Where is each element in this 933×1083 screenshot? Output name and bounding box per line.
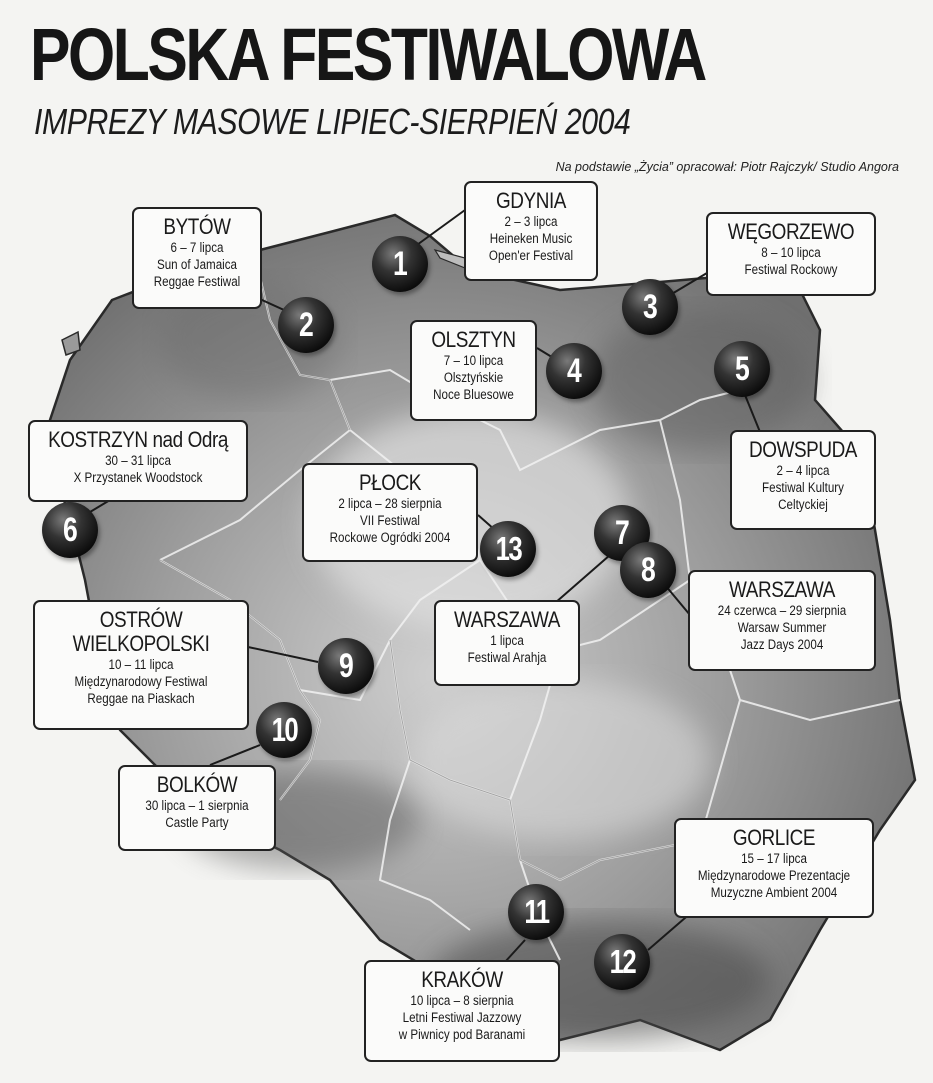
- festival-dates: 1 lipca: [490, 633, 524, 648]
- festival-marker-9[interactable]: [318, 638, 374, 694]
- marker-number: 13: [495, 530, 521, 567]
- festival-marker-4[interactable]: [546, 343, 602, 399]
- festival-desc: Festiwal Arahja: [467, 650, 547, 665]
- festival-desc: Open'er Festival: [488, 248, 574, 263]
- marker-number: 6: [63, 510, 77, 549]
- festival-box-ostrow: [33, 600, 249, 730]
- marker-number: 1: [393, 244, 407, 283]
- festival-dates: 2 – 4 lipca: [776, 463, 830, 478]
- festival-box-bolkow: [118, 765, 276, 851]
- festival-city: BOLKÓW: [156, 772, 238, 797]
- festival-marker-10[interactable]: [256, 702, 312, 758]
- marker-number: 7: [615, 513, 629, 552]
- marker-number: 4: [567, 351, 581, 390]
- festival-dates: 10 – 11 lipca: [108, 657, 174, 672]
- festival-desc: Celtyckiej: [778, 497, 828, 512]
- festival-box-dowspuda: [730, 430, 876, 530]
- festival-dates: 2 – 3 lipca: [504, 214, 558, 229]
- festival-desc: Reggae Festiwal: [153, 274, 241, 289]
- festival-marker-13[interactable]: [480, 521, 536, 577]
- festival-desc: Heineken Music: [489, 231, 573, 246]
- festival-desc: Letni Festiwal Jazzowy: [402, 1010, 522, 1025]
- festival-city: OLSZTYN: [431, 327, 516, 352]
- page-title: POLSKA FESTIWALOWA: [30, 13, 705, 96]
- festival-marker-12[interactable]: [594, 934, 650, 990]
- festival-desc: Olsztyńskie: [443, 370, 504, 385]
- festival-city: GORLICE: [732, 825, 816, 850]
- festival-dates: 6 – 7 lipca: [170, 240, 224, 255]
- festival-desc: Festiwal Rockowy: [744, 262, 838, 277]
- festival-city: KOSTRZYN nad Odrą: [48, 427, 228, 452]
- festival-desc: Festiwal Kultury: [762, 480, 844, 495]
- festival-marker-2[interactable]: [278, 297, 334, 353]
- festival-dates: 2 lipca – 28 sierpnia: [338, 496, 442, 511]
- marker-number: 11: [523, 893, 549, 930]
- festival-desc: w Piwnicy pod Baranami: [398, 1027, 526, 1042]
- marker-number: 5: [735, 349, 749, 388]
- festival-desc: Sun of Jamaica: [156, 257, 238, 272]
- festival-marker-11[interactable]: [508, 884, 564, 940]
- festival-marker-6[interactable]: [42, 502, 98, 558]
- festival-box-gorlice: [674, 818, 874, 918]
- festival-box-gdynia: [464, 181, 598, 281]
- festival-desc: Muzyczne Ambient 2004: [710, 885, 838, 900]
- festival-box-warszawa-7: [434, 600, 580, 686]
- marker-number: 9: [339, 646, 353, 685]
- festival-dates: 15 – 17 lipca: [741, 851, 807, 866]
- festival-desc: Warsaw Summer: [737, 620, 827, 635]
- festival-box-wegorzewo: [706, 212, 876, 296]
- festival-city-line: OSTRÓW: [99, 607, 183, 632]
- festival-desc: X Przystanek Woodstock: [73, 470, 203, 485]
- festival-desc: Reggae na Piaskach: [87, 691, 195, 706]
- festival-city: BYTÓW: [163, 214, 231, 239]
- festival-city: GDYNIA: [496, 188, 566, 213]
- festival-box-kostrzyn: [28, 420, 248, 502]
- festival-city: WĘGORZEWO: [727, 219, 855, 244]
- festival-box-warszawa-8: [688, 570, 876, 671]
- festival-city: WARSZAWA: [729, 577, 835, 602]
- festival-city: DOWSPUDA: [749, 437, 857, 462]
- festival-dates: 10 lipca – 8 sierpnia: [410, 993, 514, 1008]
- festival-dates: 8 – 10 lipca: [761, 245, 821, 260]
- marker-number: 10: [271, 711, 297, 748]
- festival-desc: Jazz Days 2004: [740, 637, 824, 652]
- festival-marker-8[interactable]: [620, 542, 676, 598]
- festival-marker-1[interactable]: [372, 236, 428, 292]
- festival-dates: 30 lipca – 1 sierpnia: [145, 798, 249, 813]
- festival-marker-3[interactable]: [622, 279, 678, 335]
- festival-box-krakow: [364, 960, 560, 1062]
- festival-dates: 7 – 10 lipca: [443, 353, 504, 368]
- festival-city: KRAKÓW: [421, 967, 503, 992]
- marker-number: 8: [641, 550, 655, 589]
- marker-number: 3: [643, 287, 657, 326]
- marker-number: 12: [609, 943, 635, 980]
- festival-desc: Rockowe Ogródki 2004: [329, 530, 451, 545]
- festival-box-olsztyn: [410, 320, 537, 421]
- festival-city: PŁOCK: [358, 470, 422, 495]
- festival-city: WARSZAWA: [454, 607, 560, 632]
- festival-dates: 30 – 31 lipca: [105, 453, 171, 468]
- festival-dates: 24 czerwca – 29 sierpnia: [717, 603, 847, 618]
- page-subtitle: IMPREZY MASOWE LIPIEC-SIERPIEŃ 2004: [34, 101, 631, 142]
- festival-box-plock: [302, 463, 478, 562]
- festival-box-bytow: [132, 207, 262, 309]
- festival-desc: Międzynarodowy Festiwal: [74, 674, 208, 689]
- festival-desc: Międzynarodowe Prezentacje: [697, 868, 851, 883]
- festival-marker-5[interactable]: [714, 341, 770, 397]
- marker-number: 2: [299, 305, 313, 344]
- festival-city-line: WIELKOPOLSKI: [72, 631, 210, 656]
- festival-desc: Noce Bluesowe: [433, 387, 514, 402]
- festival-desc: Castle Party: [165, 815, 229, 830]
- festival-desc: VII Festiwal: [359, 513, 421, 528]
- source-credit: Na podstawie „Życia” opracował: Piotr Rajczyk/ Studio Angora: [555, 160, 899, 174]
